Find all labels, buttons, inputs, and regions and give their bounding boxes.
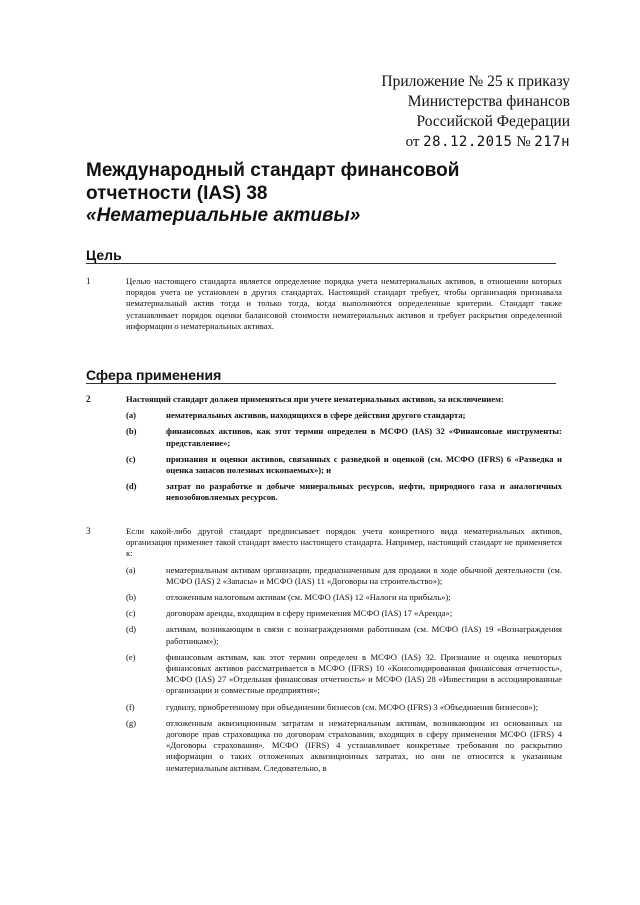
paragraph-3: [86, 526, 562, 774]
list-item-label: (d): [126, 481, 137, 492]
list-item-label: (c): [126, 608, 136, 619]
annex-date-line: [310, 132, 570, 152]
list-item: [126, 702, 562, 713]
annex-line-2: Министерства финансов: [407, 93, 570, 110]
section-divider: [86, 263, 556, 264]
list-item-text: затрат по разработке и добыче минеральных ресурсов, нефти, природного газа и аналогичных невозобновляемых ресурсов.: [166, 481, 562, 503]
list-item-text: договорам аренды, входящим в сферу применения МСФО (IAS) 17 «Аренда»;: [166, 608, 453, 619]
paragraph-text: Если какой-либо другой стандарт предписывает порядок учета конкретного вида нематериальных активов, организация применяет такой стандарт вместо настоящего стандарта. Например, настоящий стандарт не применяется к:: [126, 526, 562, 559]
annex-line-3: Российской Федерации: [416, 113, 570, 130]
paragraph-number: 2: [86, 394, 91, 404]
list-item-text: нематериальным активам организации, предназначенным для продажи в ходе обычной деятельности (см. МСФО (IAS) 2 «Запасы» и МСФО (IAS) 11 «Договоры на строительство»);: [166, 564, 562, 586]
annex-header: [310, 72, 570, 152]
list-item-label: (g): [126, 717, 137, 728]
list-item-label: (b): [126, 592, 137, 603]
paragraph-text: Настоящий стандарт должен применяться при учете нематериальных активов, за исключением:: [126, 394, 504, 404]
list-item: [126, 454, 562, 476]
list-item-label: (a): [126, 564, 136, 575]
list-item-text: нематериальных активов, находящихся в сфере действия другого стандарта;: [166, 410, 466, 421]
annex-date: 28.12.2015: [423, 134, 513, 150]
list-item-label: (e): [126, 651, 136, 662]
paragraph-number: 1: [86, 276, 91, 286]
list-item: [126, 565, 562, 587]
list-item-text: финансовым активам, как этот термин определен в МСФО (IAS) 32. Признание и оценка некоторых финансовых активов рассматривается в МСФО (IFRS) 10 «Консолидированная финансовая отчетность», МСФО (IAS) 27 «Отдельная финансовая отчетность» и МСФО (IAS) 28 «Инвестиции в ассоциированные организации и совместные предприятия»;: [166, 651, 562, 696]
list-item: [126, 426, 562, 448]
paragraph-3-list: [126, 565, 562, 774]
paragraph-2: [86, 394, 562, 504]
title-line-3: «Нематериальные активы»: [86, 205, 361, 226]
list-item: [126, 652, 562, 697]
annex-number: 217н: [534, 134, 570, 150]
paragraph-text: Целью настоящего стандарта является определение порядка учета нематериальных активов, в отношении которых порядок учета не установлен в других стандартах. Настоящий стандарт требует, чтобы организация признавала нематериальный актив тогда и только тогда, когда выполняются определенные критерии. Стандарт также устанавливает порядок оценки балансовой стоимости нематериальных активов и требует раскрытия определенной информации о нематериальных активах.: [126, 276, 562, 331]
list-item: [126, 624, 562, 646]
annex-line-1: Приложение № 25 к приказу: [381, 73, 570, 90]
section-divider: [86, 383, 556, 384]
section-heading-goal: [86, 246, 556, 266]
section-heading-goal-text: Цель: [86, 247, 126, 263]
title-line-1: Международный стандарт финансовой: [86, 160, 460, 181]
list-item-text: отложенным налоговым активам (см. МСФО (IAS) 12 «Налоги на прибыль»);: [166, 592, 451, 603]
list-item-text: признания и оценки активов, связанных с разведкой и оценкой (см. МСФО (IFRS) 6 «Разведка и оценка запасов полезных ископаемых»); и: [166, 453, 562, 476]
annex-number-sign: №: [516, 134, 531, 150]
list-item-label: (b): [126, 426, 137, 437]
list-item-label: (c): [126, 453, 136, 464]
section-heading-scope-text: Сфера применения: [86, 367, 225, 383]
list-item-text: финансовых активов, как этот термин определен в МСФО (IAS) 32 «Финансовые инструменты: представление»;: [166, 426, 562, 448]
paragraph-number: 3: [86, 526, 91, 536]
list-item-text: активам, возникающим в связи с вознаграждениями работникам (см. МСФО (IAS) 19 «Вознаграждения работникам»);: [166, 624, 562, 646]
list-item: [126, 718, 562, 774]
list-item: [126, 608, 562, 619]
list-item: [126, 410, 562, 421]
section-heading-scope: [86, 366, 556, 386]
title-line-2: отчетности (IAS) 38: [86, 182, 268, 204]
list-item-text: гудвилу, приобретенному при объединении бизнесов (см. МСФО (IFRS) 3 «Объединения бизнесов»);: [166, 701, 538, 712]
paragraph-2-list: [126, 410, 562, 503]
list-item-label: (f): [126, 701, 135, 712]
list-item-text: отложенным аквизиционным затратам и нематериальным активам, возникающим из основанных на договоре прав страховщика по договорам страхования, входящих в сферу применения МСФО (IFRS) 4 «Договоры страхования». МСФО (IFRS) 4 устанавливает конкретные требования по раскрытию информации о таких отложенных аквизиционных затратах, но они не относятся к указанным нематериальным активам. Следовательно, в: [166, 717, 562, 773]
document-title: [86, 160, 546, 228]
list-item: [126, 481, 562, 503]
list-item: [126, 592, 562, 603]
annex-date-prefix: от: [405, 134, 420, 150]
list-item-label: (d): [126, 624, 137, 635]
paragraph-1: [86, 276, 562, 332]
list-item-label: (a): [126, 410, 137, 421]
